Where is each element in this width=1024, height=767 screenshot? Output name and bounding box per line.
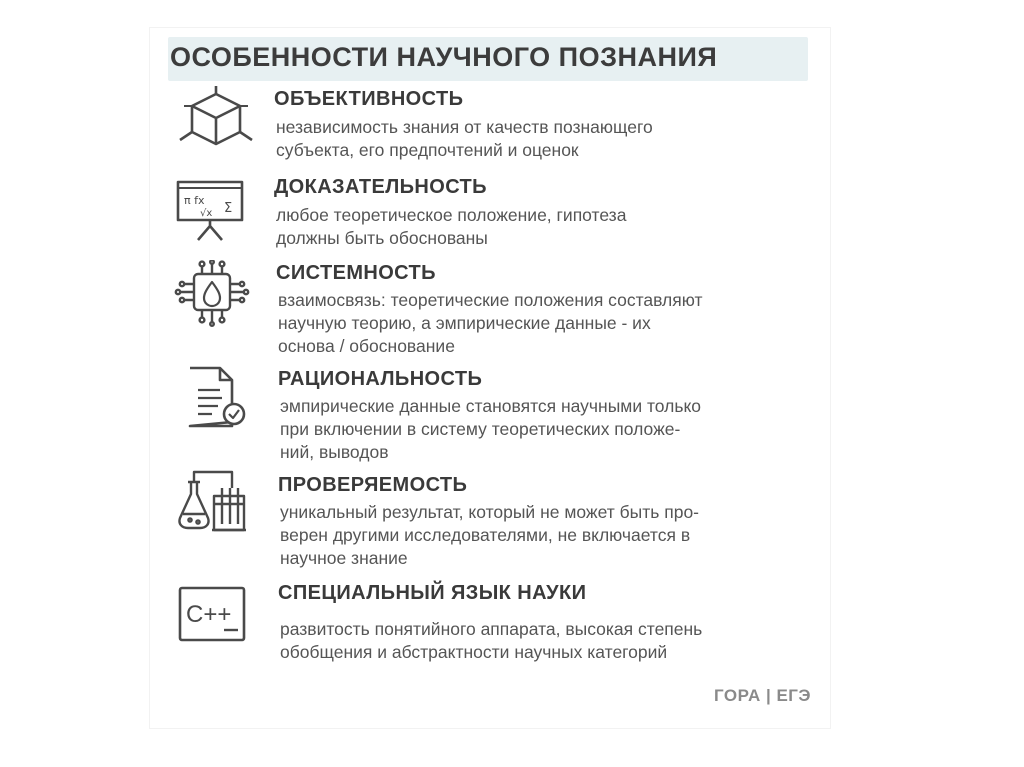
svg-text:π fx: π fx — [184, 194, 205, 207]
svg-text:Σ: Σ — [224, 201, 233, 216]
feature-item — [170, 364, 810, 464]
lab-flask-icon — [172, 468, 252, 538]
formula-board-icon — [172, 174, 252, 244]
feature-item — [170, 86, 810, 166]
item-heading: ОБЪЕКТИВНОСТЬ — [274, 88, 464, 110]
feature-item — [170, 172, 810, 252]
document-check-icon — [172, 364, 252, 434]
footer-brand: ГОРА | ЕГЭ — [714, 686, 812, 705]
item-heading: РАЦИОНАЛЬНОСТЬ — [278, 368, 483, 390]
svg-text:√x: √x — [200, 208, 213, 219]
chip-network-icon — [172, 260, 252, 330]
code-window-icon — [172, 582, 252, 652]
cube-icon — [176, 86, 256, 156]
feature-item — [170, 576, 810, 676]
feature-item — [170, 468, 810, 568]
item-description: независимость знания от качеств познающего субъекта, его предпочтений и оценок — [276, 117, 653, 160]
item-description: взаимосвязь: теоретические положения составляют научную теорию, а эмпирические данные - их основа / обоснование — [278, 290, 703, 356]
item-description: развитость понятийного аппарата, высокая степень обобщения и абстрактности научных категорий — [280, 619, 703, 662]
item-heading: СПЕЦИАЛЬНЫЙ ЯЗЫК НАУКИ — [278, 582, 587, 604]
item-heading: СИСТЕМНОСТЬ — [276, 262, 436, 284]
item-description: любое теоретическое положение, гипотеза должны быть обоснованы — [276, 205, 627, 248]
svg-text:C++: C++ — [186, 601, 232, 628]
page-title: ОСОБЕННОСТИ НАУЧНОГО ПОЗНАНИЯ — [170, 42, 718, 72]
item-description: уникальный результат, который не может быть про- верен другими исследователями, не включается в научное знание — [280, 502, 700, 568]
item-heading: ДОКАЗАТЕЛЬНОСТЬ — [274, 176, 487, 198]
item-heading: ПРОВЕРЯЕМОСТЬ — [278, 474, 468, 496]
item-description: эмпирические данные становятся научными только при включении в систему теоретических положе- ний, выводов — [280, 396, 702, 462]
feature-item — [170, 258, 810, 358]
